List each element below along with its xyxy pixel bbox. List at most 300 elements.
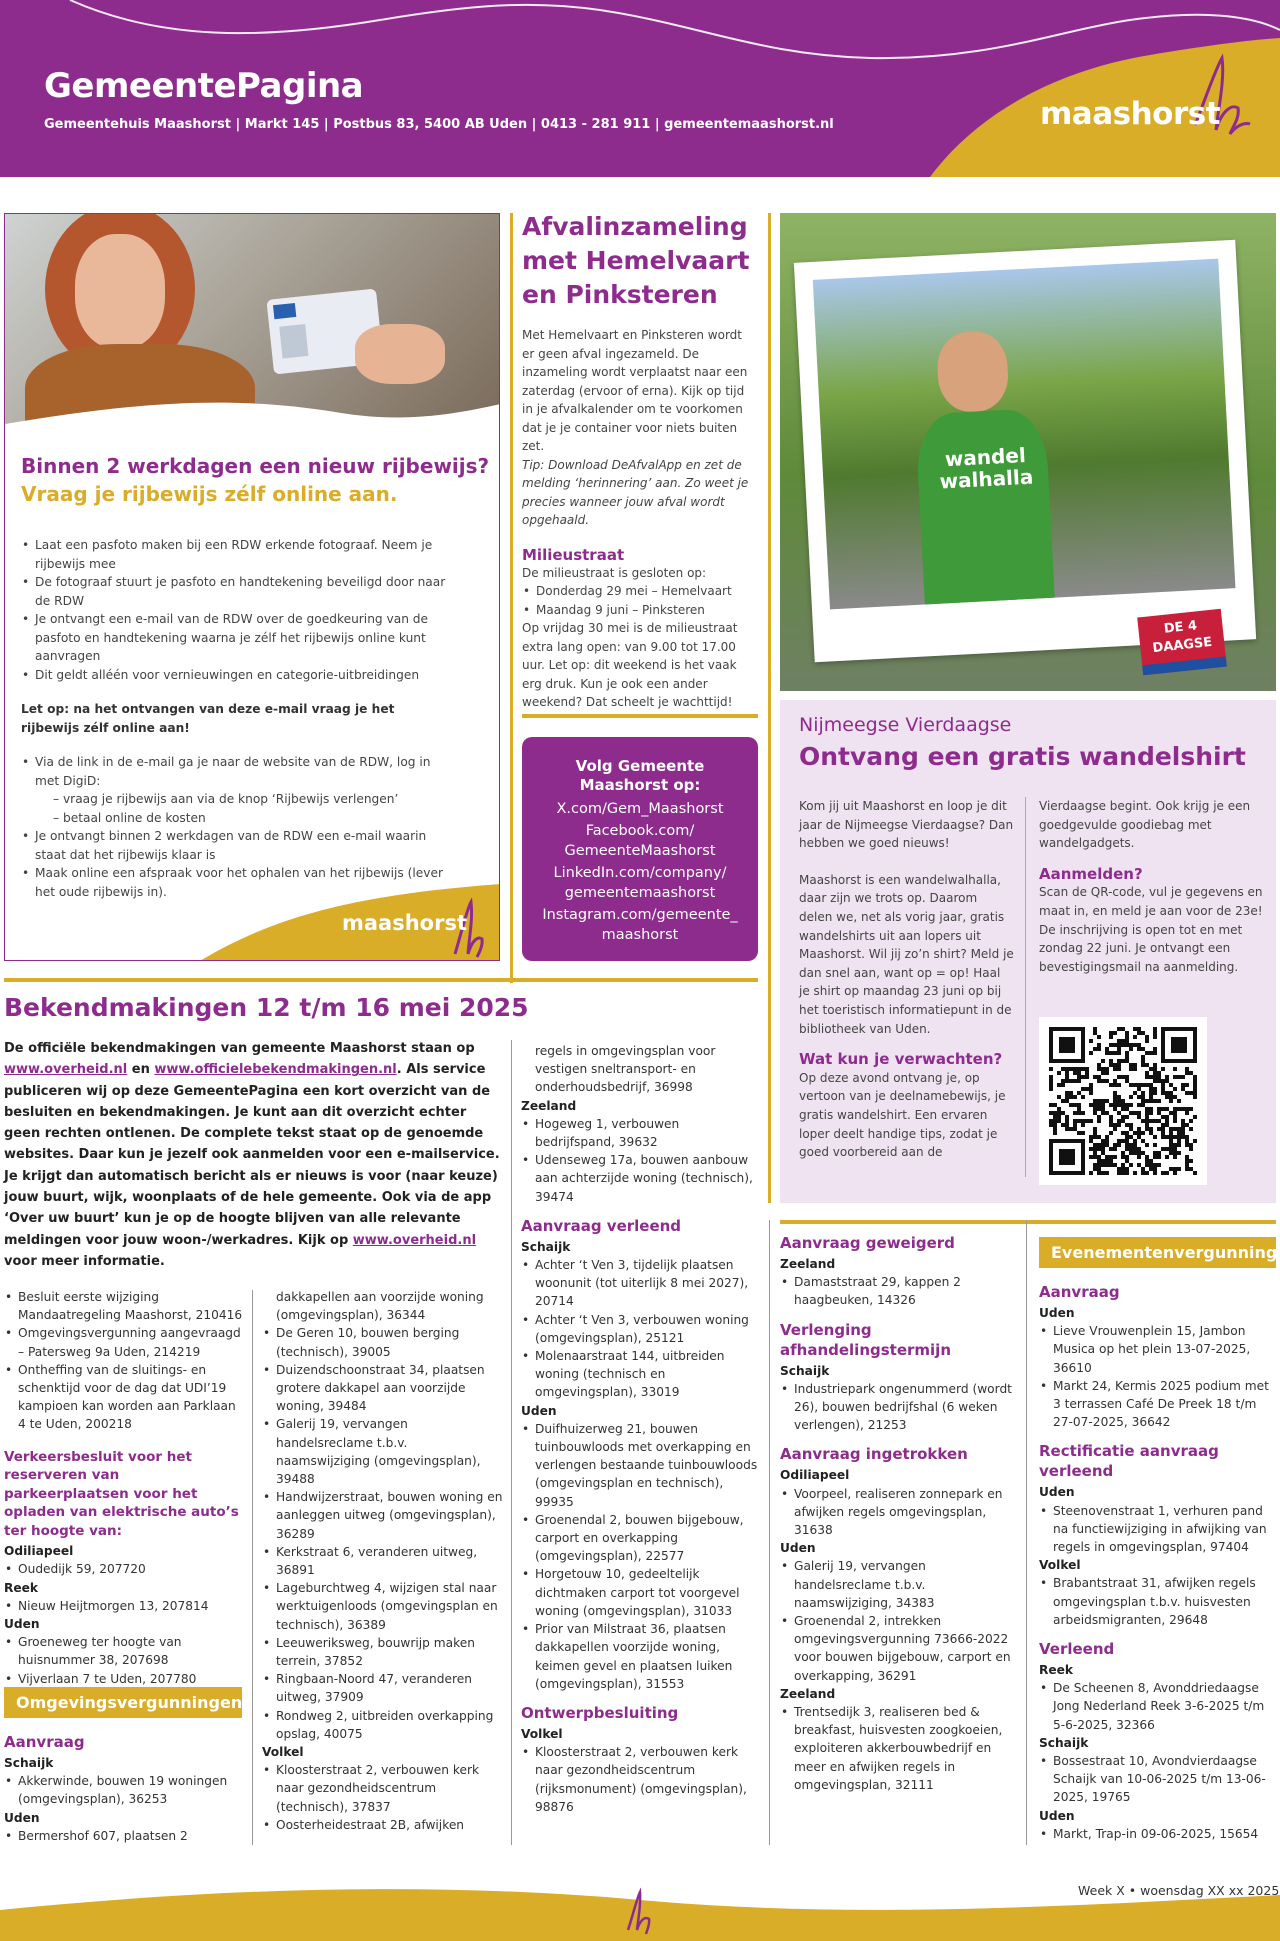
vierdaagse-expect-body: Op deze avond ontvang je, op vertoon van je deelnamebewijs, je gratis wandelshirt. Een ervaren loper deelt handige tips, zodat je goed voorbereid aan de	[799, 1070, 1006, 1160]
qr-module	[1173, 1067, 1177, 1071]
qr-module	[1185, 1155, 1189, 1159]
place-label: Volkel	[1039, 1558, 1081, 1573]
qr-module	[1185, 1111, 1189, 1115]
qr-module	[1089, 1139, 1093, 1143]
qr-module	[1065, 1123, 1069, 1127]
qr-module	[1157, 1163, 1161, 1167]
qr-module	[1169, 1147, 1173, 1151]
qr-module	[1113, 1147, 1117, 1151]
qr-module	[1129, 1111, 1133, 1115]
qr-module	[1081, 1111, 1085, 1115]
qr-module	[1061, 1099, 1065, 1103]
qr-module	[1101, 1099, 1105, 1103]
qr-module	[1157, 1099, 1161, 1103]
qr-module	[1093, 1131, 1097, 1135]
qr-module	[1129, 1047, 1133, 1051]
milieustraat-title: Milieustraat	[522, 545, 625, 564]
qr-module	[1145, 1063, 1149, 1067]
qr-module	[1149, 1083, 1153, 1087]
qr-module	[1117, 1111, 1121, 1115]
qr-module	[1149, 1131, 1153, 1135]
qr-module	[1193, 1083, 1197, 1087]
place-label: Schaijk	[780, 1363, 830, 1378]
qr-module	[1077, 1079, 1081, 1083]
qr-module	[1141, 1099, 1145, 1103]
qr-module	[1169, 1095, 1173, 1099]
qr-module	[1085, 1119, 1089, 1123]
list-item: • Dit geldt alléén voor vernieuwingen en categorie-uitbreidingen	[21, 666, 451, 685]
qr-module	[1173, 1075, 1177, 1079]
qr-module	[1137, 1147, 1141, 1151]
qr-module	[1125, 1131, 1129, 1135]
qr-module	[1101, 1103, 1105, 1107]
qr-module	[1185, 1143, 1189, 1147]
qr-module	[1153, 1143, 1157, 1147]
qr-module	[1153, 1163, 1157, 1167]
qr-module	[1153, 1091, 1157, 1095]
intro-and: en	[131, 1062, 150, 1078]
qr-module	[1165, 1147, 1169, 1151]
qr-module	[1065, 1119, 1069, 1123]
list-item: • Groenendal 2, bouwen bijgebouw, carport en overkapping (omgevingsplan), 22577	[521, 1511, 761, 1566]
qr-module	[1097, 1135, 1101, 1139]
qr-module	[1125, 1143, 1129, 1147]
qr-module	[1165, 1079, 1169, 1083]
overheid-link[interactable]: www.overheid.nl	[352, 1232, 477, 1248]
rijbewijs-body	[21, 536, 451, 901]
qr-module	[1065, 1127, 1069, 1131]
qr-module	[1145, 1107, 1149, 1111]
qr-module	[1085, 1075, 1089, 1079]
qr-module	[1093, 1047, 1097, 1051]
qr-module	[1153, 1099, 1157, 1103]
qr-module	[1173, 1135, 1177, 1139]
qr-module	[1141, 1151, 1145, 1155]
place-label: Reek	[1039, 1663, 1074, 1678]
list-item: • Rondweg 2, uitbreiden overkapping opslag, 40075	[262, 1707, 504, 1743]
qr-module	[1093, 1167, 1097, 1171]
qr-module	[1153, 1067, 1157, 1071]
qr-module	[1113, 1127, 1117, 1131]
qr-module	[1161, 1123, 1165, 1127]
qr-module	[1089, 1083, 1093, 1087]
qr-module	[1129, 1043, 1133, 1047]
qr-module	[1049, 1087, 1053, 1091]
intro-text: De officiële bekendmakingen van gemeente Maashorst staan op	[4, 1041, 475, 1056]
qr-module	[1161, 1131, 1165, 1135]
qr-module	[1069, 1067, 1073, 1071]
qr-module	[1153, 1075, 1157, 1079]
qr-module	[1125, 1079, 1129, 1083]
qr-module	[1125, 1055, 1129, 1059]
qr-module	[1117, 1171, 1121, 1175]
place-label: Uden	[4, 1616, 40, 1631]
vierdaagse-photo	[780, 213, 1276, 691]
rijbewijs-note: Let op: na het ontvangen van deze e-mail vraag je het rijbewijs zélf online aan!	[21, 702, 395, 735]
qr-module	[1077, 1107, 1081, 1111]
qr-module	[1137, 1127, 1141, 1131]
qr-module	[1113, 1067, 1117, 1071]
qr-module	[1141, 1083, 1145, 1087]
sub-item: – betaal online de kosten	[53, 810, 206, 825]
list-item: • Groenendal 2, intrekken omgevingsvergunning 73666-2022 voor bouwen bijgebouw, carport en overkapping, 36291	[780, 1612, 1018, 1685]
rijbewijs-steps	[21, 536, 451, 684]
qr-module	[1145, 1099, 1149, 1103]
qr-module	[1137, 1135, 1141, 1139]
place-label: Uden	[780, 1541, 816, 1556]
qr-module	[1149, 1163, 1153, 1167]
social-x-link[interactable]: X.com/Gem_Maashorst	[556, 801, 724, 817]
qr-module	[1189, 1091, 1193, 1095]
qr-module	[1133, 1091, 1137, 1095]
qr-module	[1173, 1155, 1177, 1159]
milieustraat-dates	[522, 582, 758, 619]
qr-module	[1073, 1095, 1077, 1099]
qr-module	[1093, 1075, 1097, 1079]
place-label: Reek	[4, 1580, 39, 1595]
qr-module	[1117, 1039, 1121, 1043]
qr-module	[1181, 1107, 1185, 1111]
list-item: • Achter ‘t Ven 3, verbouwen woning (omgevingsplan), 25121	[521, 1311, 761, 1347]
qr-module	[1101, 1067, 1105, 1071]
qr-module	[1097, 1035, 1101, 1039]
qr-module	[1097, 1099, 1101, 1103]
qr-module	[1129, 1127, 1133, 1131]
qr-module	[1145, 1127, 1149, 1131]
qr-module	[1141, 1091, 1145, 1095]
qr-module	[1125, 1107, 1129, 1111]
list-item-continued: dakkapellen aan voorzijde woning (omgevingsplan), 36344	[276, 1290, 484, 1323]
qr-module	[1109, 1083, 1113, 1087]
qr-module	[1153, 1079, 1157, 1083]
qr-module	[1193, 1171, 1197, 1175]
qr-module	[1101, 1107, 1105, 1111]
qr-module	[1185, 1135, 1189, 1139]
list-item: • Je ontvangt binnen 2 werkdagen van de RDW een e-mail waarin staat dat het rijbewijs klaar is	[21, 827, 451, 864]
list-item: • Horgetouw 10, gedeeltelijk dichtmaken carport tot voorgevel woning (omgevingsplan), 31033	[521, 1565, 761, 1620]
qr-module	[1153, 1151, 1157, 1155]
qr-module	[1097, 1171, 1101, 1175]
qr-module	[1181, 1127, 1185, 1131]
qr-module	[1093, 1151, 1097, 1155]
qr-module	[1181, 1087, 1185, 1091]
list-item: • Ontheffing van de sluitings- en schenktijd voor de dag dat UDI’19 kampioen kan worden aan Parklaan 4 te Uden, 200218	[4, 1361, 244, 1434]
qr-module	[1137, 1095, 1141, 1099]
qr-module	[1153, 1135, 1157, 1139]
qr-module	[1125, 1147, 1129, 1151]
qr-module	[1149, 1127, 1153, 1131]
qr-module	[1089, 1171, 1093, 1175]
qr-module	[1145, 1123, 1149, 1127]
page-header	[0, 0, 1280, 177]
qr-module	[1153, 1031, 1157, 1035]
rijbewijs-heading: Binnen 2 werkdagen een nieuw rijbewijs?	[21, 454, 490, 478]
qr-module	[1121, 1115, 1125, 1119]
qr-module	[1193, 1087, 1197, 1091]
qr-module	[1093, 1111, 1097, 1115]
qr-module	[1165, 1155, 1169, 1159]
section-heading: Verleend	[1039, 1640, 1115, 1659]
qr-module	[1189, 1119, 1193, 1123]
qr-module	[1097, 1047, 1101, 1051]
qr-module	[1181, 1119, 1185, 1123]
qr-module	[1181, 1075, 1185, 1079]
qr-module	[1073, 1111, 1077, 1115]
qr-module	[1137, 1047, 1141, 1051]
list-item: • Maandag 9 juni – Pinksteren	[522, 601, 758, 620]
qr-module	[1169, 1135, 1173, 1139]
qr-module	[1101, 1151, 1105, 1155]
qr-module	[1121, 1107, 1125, 1111]
qr-module	[1141, 1047, 1145, 1051]
qr-module	[1165, 1119, 1169, 1123]
milieustraat-body: Op vrijdag 30 mei is de milieustraat extra lang open: van 9.00 tot 17.00 uur. Let op: dit weekend is het vaak erg druk. Kun je ook een ander weekend? Dat scheelt je wachttijd!	[522, 621, 738, 709]
qr-module	[1109, 1035, 1113, 1039]
qr-module	[1057, 1095, 1061, 1099]
list-item-continued: regels in omgevingsplan voor vestigen sneltransport- en onderhoudsbedrijf, 36998	[535, 1044, 716, 1095]
qr-module	[1093, 1163, 1097, 1167]
list-item: • Vijverlaan 7 te Uden, 207780	[4, 1670, 244, 1688]
qr-module	[1101, 1143, 1105, 1147]
qr-module	[1097, 1043, 1101, 1047]
qr-module	[1137, 1163, 1141, 1167]
qr-module	[1113, 1155, 1117, 1159]
vierdaagse-goodiebag: Vierdaagse begint. Ook krijg je een goedgevulde goodiebag met wandelgadgets.	[1039, 799, 1251, 851]
qr-module	[1153, 1071, 1157, 1075]
qr-module	[1105, 1135, 1109, 1139]
qr-module	[1177, 1167, 1181, 1171]
qr-module	[1193, 1095, 1197, 1099]
list-item: • Hogeweg 1, verbouwen bedrijfspand, 39632	[521, 1115, 761, 1151]
qr-module	[1085, 1087, 1089, 1091]
qr-module	[1185, 1167, 1189, 1171]
qr-module	[1117, 1083, 1121, 1087]
qr-module	[1061, 1123, 1065, 1127]
social-title: Volg Gemeente Maashorst op:	[575, 757, 705, 794]
notices-column-1	[4, 1288, 244, 1688]
list-item: • Handwijzerstraat, bouwen woning en aanleggen uitweg (omgevingsplan), 36289	[262, 1488, 504, 1543]
qr-module	[1153, 1167, 1157, 1171]
qr-module	[1117, 1043, 1121, 1047]
qr-module	[1101, 1139, 1105, 1143]
vierdaagse-intro: Kom jij uit Maashorst en loop je dit jaar de Nijmeegse Vierdaagse? Dan hebben we goed nieuws!	[799, 799, 1014, 851]
qr-module	[1065, 1115, 1069, 1119]
qr-module	[1129, 1135, 1133, 1139]
qr-module	[1149, 1087, 1153, 1091]
vierdaagse-kicker: Nijmeegse Vierdaagse	[799, 714, 1012, 736]
qr-module	[1161, 1087, 1165, 1091]
qr-module	[1157, 1107, 1161, 1111]
qr-module	[1129, 1103, 1133, 1107]
qr-module	[1113, 1051, 1117, 1055]
qr-module	[1089, 1147, 1093, 1151]
section-heading: Aanvraag ingetrokken	[780, 1445, 968, 1464]
qr-module	[1077, 1103, 1081, 1107]
divider	[1025, 797, 1026, 1177]
rijbewijs-logo: maashorst	[342, 911, 467, 935]
qr-module	[1189, 1159, 1193, 1163]
overheid-link[interactable]: www.overheid.nl	[4, 1062, 128, 1078]
social-box	[522, 737, 758, 961]
qr-module	[1125, 1139, 1129, 1143]
face-shape	[75, 234, 165, 349]
qr-module	[1129, 1147, 1133, 1151]
qr-module	[1157, 1079, 1161, 1083]
qr-module	[1093, 1099, 1097, 1103]
qr-module	[1137, 1103, 1141, 1107]
qr-module	[1081, 1095, 1085, 1099]
list-item: • Lieve Vrouwenplein 15, Jambon Musica op het plein 13-07-2025, 36610	[1039, 1322, 1275, 1377]
qr-module	[1097, 1163, 1101, 1167]
qr-module	[1065, 1075, 1069, 1079]
place-label: Zeeland	[780, 1686, 836, 1701]
qr-module	[1049, 1067, 1053, 1071]
qr-module	[1113, 1163, 1117, 1167]
list-item: • De fotograaf stuurt je pasfoto en handtekening beveiligd door naar de RDW	[21, 573, 451, 610]
list-item: • Groeneweg ter hoogte van huisnummer 38, 207698	[4, 1633, 244, 1669]
qr-module	[1113, 1107, 1117, 1111]
qr-module	[1173, 1115, 1177, 1119]
qr-module	[1133, 1131, 1137, 1135]
qr-module	[1161, 1115, 1165, 1119]
qr-module	[1057, 1107, 1061, 1111]
qr-module	[1105, 1139, 1109, 1143]
qr-module	[1073, 1123, 1077, 1127]
qr-module	[1161, 1127, 1165, 1131]
qr-module	[1145, 1071, 1149, 1075]
qr-module	[1125, 1051, 1129, 1055]
qr-module	[1125, 1123, 1129, 1127]
qr-module	[1193, 1139, 1197, 1143]
social-instagram-link[interactable]: Instagram.com/gemeente_ maashorst	[542, 907, 738, 943]
qr-code-graphic	[1049, 1027, 1197, 1175]
list-item: • Donderdag 29 mei – Hemelvaart	[522, 582, 758, 601]
qr-module	[1113, 1091, 1117, 1095]
qr-module	[1105, 1163, 1109, 1167]
intro-text: voor meer informatie.	[4, 1253, 165, 1269]
qr-module	[1137, 1131, 1141, 1135]
qr-module	[1145, 1115, 1149, 1119]
qr-module	[1145, 1075, 1149, 1079]
qr-module	[1121, 1119, 1125, 1123]
qr-module	[1189, 1127, 1193, 1131]
qr-module	[1169, 1083, 1173, 1087]
shirt-shape	[915, 408, 1055, 610]
qr-module	[1129, 1063, 1133, 1067]
qr-module	[1141, 1167, 1145, 1171]
list-item: • Galerij 19, vervangen handelsreclame t.b.v. naamswijziging, 34383	[780, 1557, 1018, 1612]
qr-module	[1077, 1119, 1081, 1123]
qr-module	[1165, 1107, 1169, 1111]
vierdaagse-signup-body: Scan de QR-code, vul je gegevens en maat in, en meld je aan voor de 23e! De inschrijving is open tot en met zondag 22 juni. Je ontvangt een bevestigingsmail na aanmelding.	[1039, 885, 1263, 974]
qr-module	[1173, 1119, 1177, 1123]
qr-module	[1093, 1147, 1097, 1151]
qr-module	[1053, 1115, 1057, 1119]
wave-divider	[5, 394, 500, 429]
place-label: Volkel	[262, 1745, 304, 1760]
qr-module	[1177, 1151, 1181, 1155]
qr-module	[1125, 1103, 1129, 1107]
qr-module	[1125, 1043, 1129, 1047]
intro-text: . Als service publiceren wij op deze GemeentePagina een kort overzicht van de besluiten en bekendmakingen. Je kunt aan dit overzicht echter geen rechten ontlenen. De complete tekst staat op de genoemde websites. Daar kun je jezelf ook aanmelden voor een e-mailservice. Je krijgt dan automatisch bericht als er nieuws is voor (naar keuze) jouw buurt, wijk, woonplaats of de hele gemeente. Ook via de app ‘Over uw buurt’ kun je op de hoogte blijven van alle relevante meldingen voor jouw woon-/werkadres. Kijk op	[4, 1062, 500, 1248]
qr-module	[1097, 1143, 1101, 1147]
qr-module	[1137, 1151, 1141, 1155]
place-label: Schaijk	[521, 1239, 571, 1254]
qr-module	[1181, 1131, 1185, 1135]
qr-module	[1153, 1051, 1157, 1055]
qr-module	[1077, 1111, 1081, 1115]
qr-module	[1053, 1103, 1057, 1107]
qr-module	[1125, 1035, 1129, 1039]
hand-shape	[355, 324, 445, 384]
place-label: Odiliapeel	[780, 1468, 850, 1483]
qr-module	[1129, 1095, 1133, 1099]
qr-module	[1185, 1139, 1189, 1143]
qr-module	[1121, 1139, 1125, 1143]
social-facebook-link[interactable]: Facebook.com/ GemeenteMaashorst	[564, 823, 716, 859]
qr-module	[1173, 1143, 1177, 1147]
qr-module	[1161, 1135, 1165, 1139]
qr-module	[1109, 1059, 1113, 1063]
qr-module	[1145, 1039, 1149, 1043]
qr-module	[1065, 1099, 1069, 1103]
qr-module	[1065, 1095, 1069, 1099]
qr-module	[1149, 1095, 1153, 1099]
list-item-text: Via de link in de e-mail ga je naar de website van de RDW, log in met DigiD:	[35, 755, 431, 788]
qr-module	[1105, 1047, 1109, 1051]
qr-module	[1141, 1055, 1145, 1059]
qr-module	[1189, 1071, 1193, 1075]
qr-module	[1121, 1059, 1125, 1063]
qr-module	[1121, 1027, 1125, 1031]
qr-module	[1089, 1103, 1093, 1107]
qr-module	[1173, 1151, 1177, 1155]
qr-module	[1113, 1143, 1117, 1147]
qr-module	[1117, 1051, 1121, 1055]
qr-module	[1105, 1155, 1109, 1159]
qr-module	[1073, 1127, 1077, 1131]
qr-module	[1177, 1143, 1181, 1147]
afval-title: Afvalinzameling met Hemelvaart en Pinksteren	[522, 212, 750, 309]
qr-module	[1101, 1171, 1105, 1175]
divider	[1026, 1220, 1027, 1845]
qr-module	[1077, 1071, 1081, 1075]
qr-module	[1169, 1099, 1173, 1103]
qr-module	[1133, 1171, 1137, 1175]
qr-module	[1133, 1043, 1137, 1047]
social-linkedin-link[interactable]: LinkedIn.com/company/ gemeentemaashorst	[553, 865, 727, 901]
qr-module	[1069, 1095, 1073, 1099]
qr-module	[1165, 1115, 1169, 1119]
qr-module	[1105, 1079, 1109, 1083]
qr-module	[1145, 1111, 1149, 1115]
qr-module	[1081, 1119, 1085, 1123]
qr-module	[1093, 1135, 1097, 1139]
section-heading: Aanvraag geweigerd	[780, 1234, 955, 1252]
afval-article	[522, 210, 758, 712]
qr-module	[1189, 1147, 1193, 1151]
qr-module	[1121, 1131, 1125, 1135]
notices-column-4	[780, 1233, 1018, 1794]
qr-module	[1157, 1119, 1161, 1123]
officielebekendmakingen-link[interactable]: www.officielebekendmakingen.nl	[154, 1062, 397, 1078]
qr-module	[1157, 1111, 1161, 1115]
list-item: • Trentsedijk 3, realiseren bed & breakfast, huisvesten zoogkoeien, exploiteren akkerbouwbedrijf en meer en afwijken regels in omgevingsplan, 32111	[780, 1703, 1018, 1794]
qr-module	[1097, 1119, 1101, 1123]
qr-module	[1149, 1091, 1153, 1095]
qr-code[interactable]	[1039, 1017, 1207, 1185]
header-title: GemeentePagina	[44, 66, 364, 106]
